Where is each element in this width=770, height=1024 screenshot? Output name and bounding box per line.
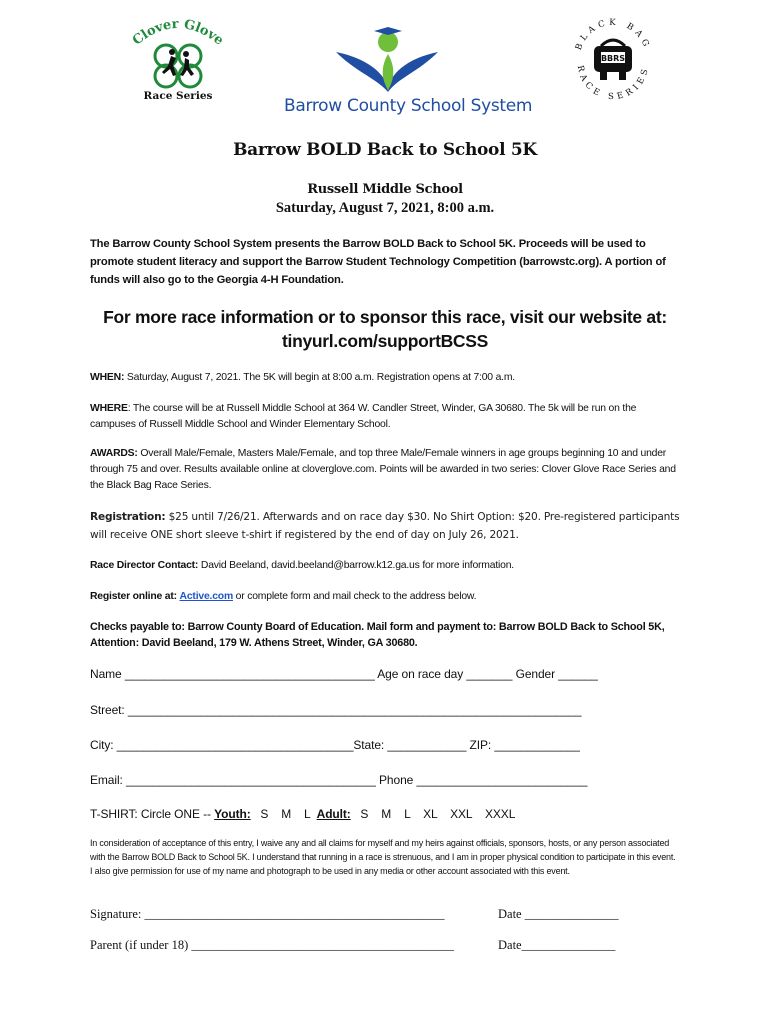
awards-label: AWARDS: [90,448,138,459]
city-state-zip-line[interactable]: City: ____________________________________State: ____________ ZIP: _____________ [90,738,580,752]
where-paragraph [90,401,680,433]
awards-paragraph [90,446,680,494]
registration-label: Registration: [90,511,166,523]
adult-sizes[interactable]: S M L XL XXL XXXL [350,807,516,821]
youth-sizes[interactable]: S M L [250,807,317,821]
black-bag-race-series-logo [568,12,658,102]
event-title: Barrow BOLD Back to School 5K [233,140,537,160]
checks-paragraph: Checks payable to: Barrow County Board of Education. Mail form and payment to: Barrow BOLD Back to School 5K, Attention: David Beeland, 179 W. Athens Street, Winder, GA 30680. [90,621,665,649]
register-online-label: Register online at: [90,591,177,602]
when-label: WHEN: [90,372,125,383]
bbrs-ring-top-text: BLACK BAG [573,17,653,52]
registration-paragraph [90,508,680,544]
bag-icon [594,40,632,80]
clover-logo-bottom-text: Race Series [143,90,213,102]
director-text: David Beeland, david.beeland@barrow.k12.ga.us for more information. [198,560,514,571]
signature-date-line[interactable]: Date _______________ [498,907,619,921]
adult-label: Adult: [316,807,351,821]
parent-signature-line[interactable]: Parent (if under 18) __________________________________________ [90,938,454,952]
bcss-emblem-icon [332,22,442,94]
awards-text: Overall Male/Female, Masters Male/Female, and top three Male/Female winners in age groups beginning 10 and under through 75 and over. Results available online at cloverglove.com. Points will be awarded in two series: Clover Glove Race Series and the Black Bag Race Series. [90,448,676,491]
bbrs-ring-bottom-text: RACE SERIES [574,64,652,102]
tshirt-size-line[interactable] [90,807,690,821]
active-com-link[interactable]: Active.com [179,591,233,602]
email-phone-line[interactable]: Email: ______________________________________ Phone __________________________ [90,773,588,787]
intro-paragraph: The Barrow County School System presents the Barrow BOLD Back to School 5K. Proceeds will be used to promote student literacy and support the Barrow Student Technology Competition (barrowstc.org). A portion of funds will also go to the Georgia 4-H Foundation. [90,238,666,286]
when-text: Saturday, August 7, 2021. The 5K will begin at 8:00 a.m. Registration opens at 7:00 a.m. [124,372,515,383]
bbrs-badge-text: BBRS [600,54,626,63]
name-age-gender-line[interactable]: Name ______________________________________ Age on race day _______ Gender ______ [90,667,598,681]
register-online-paragraph [90,589,680,605]
when-paragraph [90,370,680,386]
register-online-text: or complete form and mail check to the address below. [233,591,477,602]
signature-line[interactable]: Signature: ________________________________________________ [90,907,445,921]
clover-glove-logo [128,14,228,104]
svg-text:Clover Glove [130,17,226,49]
street-line[interactable]: Street: _____________________________________________________________________ [90,703,582,717]
director-label: Race Director Contact: [90,560,199,571]
parent-date-line[interactable]: Date_______________ [498,938,616,952]
where-label: WHERE [90,403,128,414]
where-text: : The course will be at Russell Middle School at 364 W. Candler Street, Winder, GA 30680. The 5k will be run on the campuses of Russell Middle School and Winder Elementary School. [90,403,637,430]
youth-label: Youth: [214,807,251,821]
waiver-paragraph: In consideration of acceptance of this entry, I waive any and all claims for myself and my heirs against officials, sponsors, hosts, or any person associated with the Barrow BOLD Back to School 5K. I understand that running in a race is strenuous, and I am in proper physical condition to participate in this event. I also give permission for use of my name and photograph to be used in any media or other account associated with this event. [90,838,676,877]
bcss-logo-name: Barrow County School System [284,96,533,116]
clover-logo-top-text: Clover Glove [129,16,227,49]
bcss-logo [284,22,533,118]
event-date: Saturday, August 7, 2021, 8:00 a.m. [275,200,495,216]
sponsor-call-to-action [0,305,770,353]
cta-website: tinyurl.com/supportBCSS [281,331,489,351]
tshirt-prefix: T-SHIRT: Circle ONE -- [90,807,215,821]
director-paragraph [90,558,680,574]
registration-text: $25 until 7/26/21. Afterwards and on race day $30. No Shirt Option: $20. Pre-registered participants will receive ONE short sleeve t-shirt if registered by the end of day on July 26, 2021. [90,511,680,541]
cta-line-1: For more race information or to sponsor this race, visit our website at: [103,307,667,327]
event-venue: Russell Middle School [307,182,463,197]
